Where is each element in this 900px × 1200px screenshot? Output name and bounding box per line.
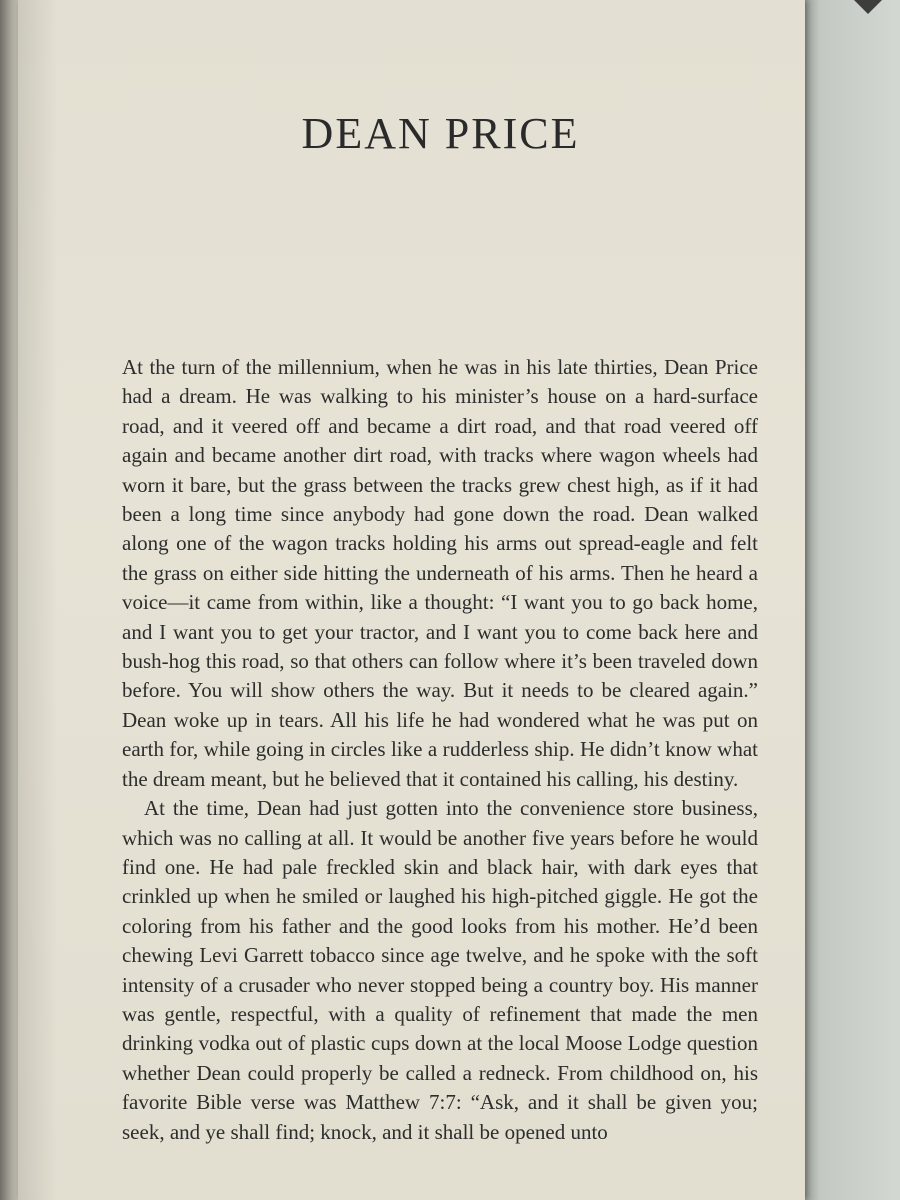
paragraph-1: At the turn of the millennium, when he was in his late thirties, Dean Price had a dream. He was walking to his minister’s house on a hard-surface road, and it veered off and became a dirt road, and that road veered off again and became another dirt road, with tracks where wagon wheels had worn it bare, but the grass between the tracks grew chest high, as if it had been a long time since anybody had gone down the road. Dean walked along one of the wagon tracks holding his arms out spread-eagle and felt the grass on either side hitting the underneath of his arms. Then he heard a voice—it came from within, like a thought: “I want you to go back home, and I want you to get your tractor, and I want you to come back here and bush-hog this road, so that others can follow where it’s been traveled down before. You will show others the way. But it needs to be cleared again.” Dean woke up in tears. All his life he had wondered what he was put on earth for, while going in circles like a rudderless ship. He didn’t know what the dream meant, but he believed that it contained his calling, his destiny. <box>122 355 758 791</box>
chapter-body <box>122 353 758 1147</box>
background-right <box>800 0 900 1200</box>
paragraph-2: At the time, Dean had just gotten into the convenience store business, which was no calling at all. It would be another five years before he would find one. He had pale freckled skin and black hair, with dark eyes that crinkled up when he smiled or laughed his high-pitched giggle. He got the coloring from his father and the good looks from his mother. He’d been chewing Levi Garrett tobacco since age twelve, and he spoke with the soft intensity of a crusader who never stopped being a country boy. His manner was gentle, respectful, with a quality of refinement that made the men drinking vodka out of plastic cups down at the local Moose Lodge question whether Dean could properly be called a redneck. From childhood on, his favorite Bible verse was Matthew 7:7: “Ask, and it shall be given you; seek, and ye shall find; knock, and it shall be opened unto <box>122 796 758 1144</box>
chapter-title: DEAN PRICE <box>301 109 580 158</box>
book-page <box>18 0 805 1200</box>
corner-mark <box>854 0 882 14</box>
